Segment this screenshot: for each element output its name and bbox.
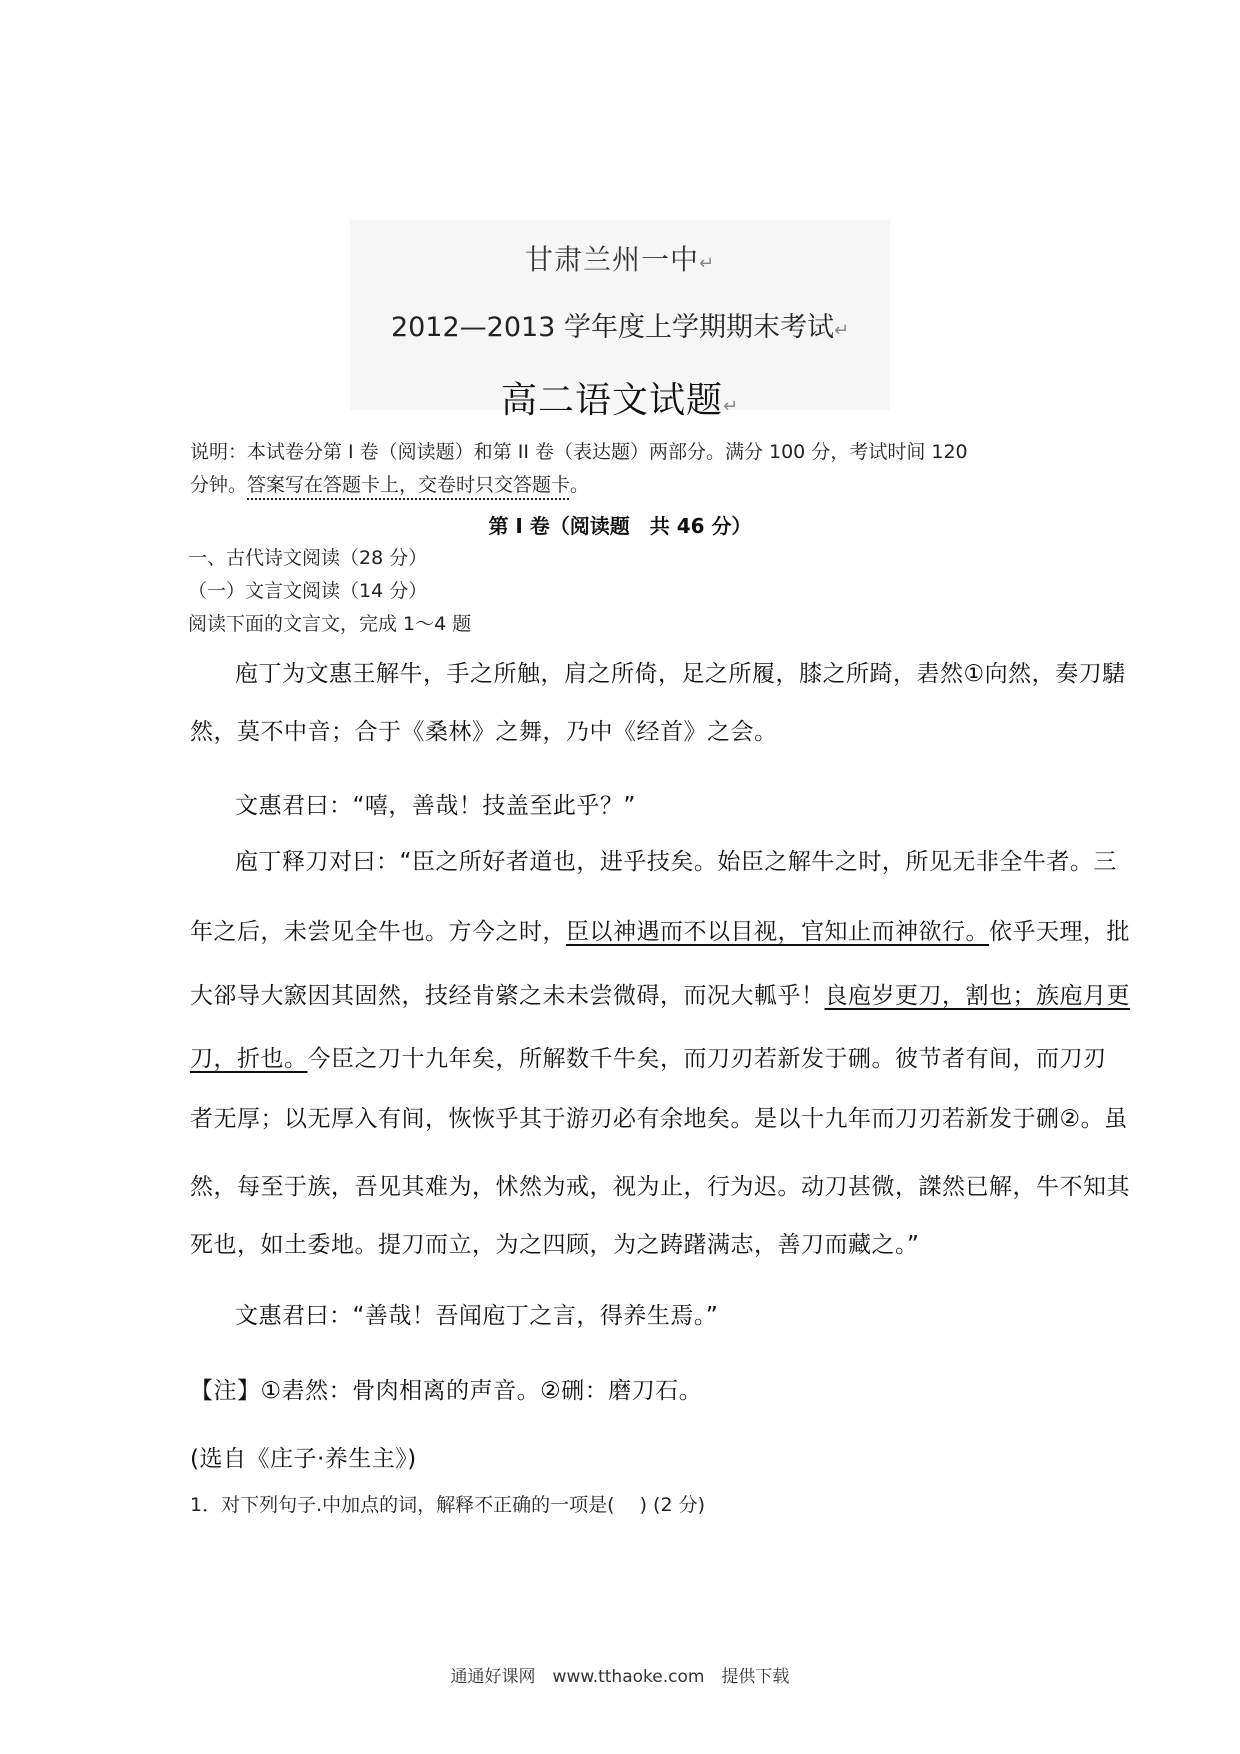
intro-line-2 <box>190 470 589 497</box>
section-heading: 一、古代诗文阅读（28 分） <box>188 547 428 569</box>
return-mark-icon: ↵ <box>722 396 740 417</box>
passage-text: 大郤导大窾因其固然，技经肯綮之未未尝微碍，而况大軱乎！ <box>190 983 825 1009</box>
source-citation: (选自《庄子·养生主》) <box>190 1446 417 1472</box>
underlined-sentence: 刀，折也。 <box>190 1046 308 1072</box>
footer-credit: 通通好课网 www.tthaoke.com 提供下载 <box>450 1667 790 1687</box>
underlined-sentence: 良庖岁更刀，割也；族庖月更 <box>824 983 1130 1009</box>
annotation-note: 【注】①砉然：骨肉相离的声音。②硎：磨刀石。 <box>190 1378 703 1404</box>
return-mark-icon: ↵ <box>698 253 716 274</box>
subsection-heading: （一）文言文阅读（14 分） <box>188 580 428 602</box>
passage-line: 庖丁释刀对曰：“臣之所好者道也，进乎技矣。始臣之解牛之时，所见无非全牛者。三 <box>235 849 1117 875</box>
passage-line: 庖丁为文惠王解牛，手之所触，肩之所倚，足之所履，膝之所踦，砉然①向然，奏刀騞 <box>235 661 1126 687</box>
passage-text: 依乎天理，批 <box>989 919 1130 945</box>
exam-year <box>0 305 1240 344</box>
passage-line: 者无厚；以无厚入有间，恢恢乎其于游刃必有余地矣。是以十九年而刀刃若新发于硎②。虽 <box>190 1106 1128 1132</box>
exam-title <box>0 372 1240 423</box>
exam-title-text: 高二语文试题 <box>500 380 723 421</box>
underlined-sentence: 臣以神遇而不以目视，官知止而神欲行。 <box>566 919 989 945</box>
instruction-text: 阅读下面的文言文，完成 1～4 题 <box>188 613 472 635</box>
intro-line-1: 说明：本试卷分第 I 卷（阅读题）和第 II 卷（表达题）两部分。满分 100 分，考试时间 120 <box>190 441 968 463</box>
passage-line: 然，每至于族，吾见其难为，怵然为戒，视为止，行为迟。动刀甚微，謋然已解，牛不知其 <box>190 1174 1130 1200</box>
intro-emphasis: 答案写在答题卡上，交卷时只交答题卡 <box>247 474 571 496</box>
passage-line: 文惠君曰：“嘻，善哉！技盖至此乎？” <box>235 793 636 819</box>
passage-text: 年之后，未尝见全牛也。方今之时， <box>190 919 566 945</box>
question-1: 1．对下列句子.中加点的词，解释不正确的一项是( ) (2 分) <box>190 1494 705 1516</box>
intro-text: 。 <box>570 474 590 496</box>
passage-line <box>190 977 1130 1010</box>
passage-line <box>190 1040 1107 1073</box>
intro-text: 分钟。 <box>190 474 248 496</box>
passage-line: 死也，如土委地。提刀而立，为之四顾，为之踌躇满志，善刀而藏之。” <box>190 1232 920 1258</box>
exam-year-text: 2012—2013 学年度上学期期末考试 <box>390 312 834 343</box>
school-name <box>0 238 1240 278</box>
passage-line <box>190 913 1130 946</box>
passage-line: 文惠君曰：“善哉！吾闻庖丁之言，得养生焉。” <box>235 1303 719 1329</box>
school-name-text: 甘肃兰州一中 <box>524 243 699 276</box>
passage-text: 今臣之刀十九年矣，所解数千牛矣，而刀刃若新发于硎。彼节者有间，而刀刃 <box>307 1046 1107 1072</box>
passage-line: 然，莫不中音；合于《桑林》之舞，乃中《经首》之会。 <box>190 719 778 745</box>
volume-title: 第 I 卷（阅读题 共 46 分） <box>488 514 752 538</box>
return-mark-icon: ↵ <box>833 320 850 341</box>
